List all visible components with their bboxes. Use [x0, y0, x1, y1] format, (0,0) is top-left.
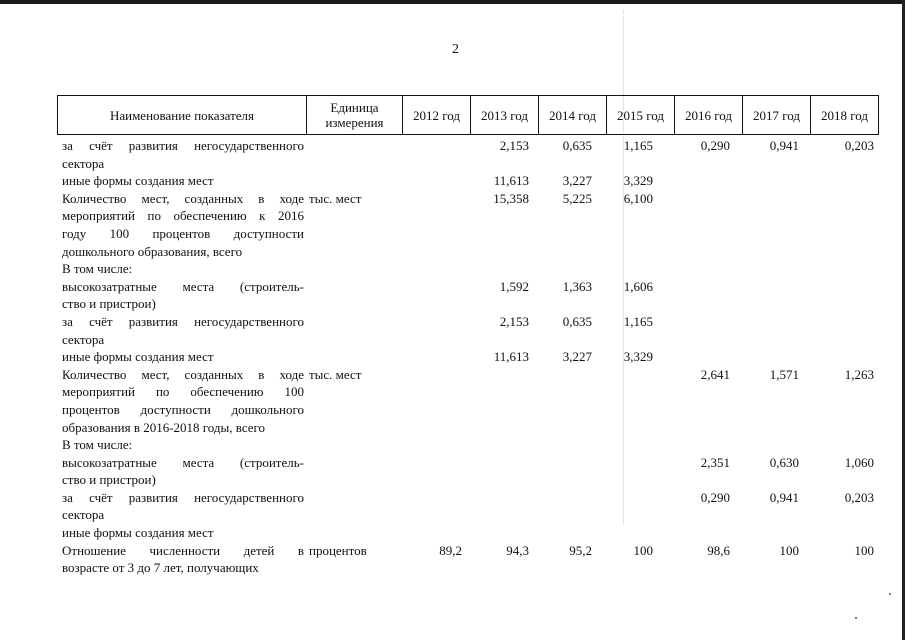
- value-2012: 89,2: [439, 542, 462, 558]
- value-2013: 94,3: [506, 542, 529, 558]
- value-2016: 98,6: [707, 542, 730, 558]
- indicator-name: [62, 454, 304, 489]
- indicator-name: [62, 190, 304, 260]
- value-2015: 1,606: [623, 278, 653, 294]
- indicator-name-line: иные формы создания мест: [62, 349, 214, 365]
- indicator-name: [62, 260, 304, 278]
- indicator-name-line: высокозатратные места (строитель-: [62, 454, 304, 470]
- value-2018: [813, 260, 882, 278]
- value-2014: 95,2: [569, 542, 592, 558]
- indicator-name: [62, 278, 304, 313]
- value-2016: 2,351: [700, 454, 730, 470]
- table-row: [62, 542, 882, 577]
- value-2016: [675, 348, 744, 366]
- value-2015: [606, 436, 675, 454]
- table-row: [62, 454, 882, 489]
- indicator-name: [62, 542, 304, 577]
- indicator-name-line: за счёт развития негосударственного: [62, 138, 304, 153]
- value-2017: 1,571: [769, 366, 799, 382]
- value-2016: [675, 278, 744, 313]
- value-2016: [675, 190, 744, 260]
- indicator-name: [62, 436, 304, 454]
- value-2014: 0,635: [562, 313, 592, 329]
- value-2017: [744, 172, 813, 190]
- unit-cell: [304, 278, 399, 313]
- table-header: [57, 95, 884, 135]
- value-2012: [399, 260, 468, 278]
- value-2014: [537, 436, 606, 454]
- table-row: [62, 436, 882, 454]
- value-2018: 0,203: [844, 138, 874, 153]
- value-2015: 3,329: [623, 349, 653, 365]
- indicator-name-line: сектора: [62, 507, 105, 523]
- value-2013: 2,153: [499, 138, 529, 153]
- value-2012: [399, 278, 468, 313]
- header-year-2018: 2018 год: [810, 95, 879, 135]
- header-unit: [306, 95, 403, 135]
- indicator-name-line: В том числе:: [62, 261, 133, 277]
- indicator-name-line: сектора: [62, 331, 105, 347]
- unit-cell: [304, 436, 399, 454]
- header-unit-line2: измерения: [325, 115, 384, 130]
- value-2018: [813, 278, 882, 313]
- value-2017: 0,630: [769, 454, 799, 470]
- value-2013: [468, 489, 537, 524]
- unit-cell: [304, 524, 399, 542]
- value-2018: 1,060: [844, 454, 874, 470]
- table-row: [62, 366, 882, 436]
- table-row: [62, 260, 882, 278]
- indicator-name-line: году 100 процентов доступности: [62, 225, 304, 241]
- indicator-name: [62, 172, 304, 190]
- indicator-name-line: высокозатратные места (строитель-: [62, 278, 304, 294]
- value-2012: [399, 190, 468, 260]
- value-2017: 100: [779, 542, 799, 558]
- value-2012: [399, 366, 468, 436]
- value-2015: 3,329: [623, 173, 653, 189]
- value-2013: 11,613: [493, 173, 529, 189]
- value-2018: [813, 313, 882, 348]
- table-row: [62, 348, 882, 366]
- value-2017: [744, 524, 813, 542]
- indicator-name-line: мероприятий по обеспечению 100: [62, 384, 304, 400]
- value-2016: [675, 313, 744, 348]
- value-2015: 1,165: [623, 138, 653, 153]
- value-2016: [675, 172, 744, 190]
- indicator-name: [62, 313, 304, 348]
- value-2014: 3,227: [562, 349, 592, 365]
- indicator-name-line: ство и пристрои): [62, 472, 156, 488]
- header-year-2015: 2015 год: [606, 95, 675, 135]
- unit-cell: тыс. мест: [309, 366, 362, 382]
- value-2014: 0,635: [562, 138, 592, 153]
- unit-cell: [304, 489, 399, 524]
- unit-cell: [304, 313, 399, 348]
- value-2015: 100: [633, 542, 653, 558]
- value-2015: [606, 454, 675, 489]
- table-row: [62, 524, 882, 542]
- value-2018: [813, 524, 882, 542]
- value-2017: [744, 348, 813, 366]
- scan-top-border: [0, 0, 905, 4]
- indicator-name-line: за счёт развития негосударственного: [62, 489, 304, 505]
- header-indicator-name: Наименование показателя: [57, 95, 307, 135]
- indicator-name-line: возрасте от 3 до 7 лет, получающих: [62, 560, 259, 576]
- indicator-name-line: иные формы создания мест: [62, 525, 214, 541]
- indicator-name: [62, 366, 304, 436]
- value-2014: 1,363: [562, 278, 592, 294]
- indicator-name-line: иные формы создания мест: [62, 173, 214, 189]
- header-year-2013: 2013 год: [470, 95, 539, 135]
- value-2016: 2,641: [700, 366, 730, 382]
- table-row: [62, 489, 882, 524]
- value-2013: [468, 366, 537, 436]
- value-2012: [399, 137, 468, 172]
- indicator-name-line: Количество мест, созданных в ходе: [62, 190, 304, 206]
- value-2012: [399, 454, 468, 489]
- value-2013: 15,358: [493, 190, 529, 206]
- value-2013: 1,592: [499, 278, 529, 294]
- indicator-name-line: дошкольного образования, всего: [62, 243, 243, 259]
- value-2015: [606, 260, 675, 278]
- scan-speck: [889, 593, 891, 595]
- value-2016: [675, 436, 744, 454]
- value-2017: [744, 278, 813, 313]
- value-2013: [468, 454, 537, 489]
- value-2012: [399, 524, 468, 542]
- value-2017: [744, 190, 813, 260]
- unit-cell: процентов: [309, 542, 367, 558]
- value-2015: 6,100: [623, 190, 653, 206]
- indicator-name: [62, 348, 304, 366]
- value-2018: [813, 172, 882, 190]
- value-2018: [813, 348, 882, 366]
- indicator-name-line: Количество мест, созданных в ходе: [62, 366, 304, 382]
- value-2012: [399, 313, 468, 348]
- unit-cell: [304, 454, 399, 489]
- table-row: [62, 137, 882, 172]
- page-number: 2: [452, 42, 459, 57]
- value-2015: 1,165: [623, 313, 653, 329]
- value-2015: [606, 524, 675, 542]
- indicator-name: [62, 524, 304, 542]
- value-2014: [537, 260, 606, 278]
- value-2015: [606, 489, 675, 524]
- value-2016: 0,290: [700, 489, 730, 505]
- value-2013: 2,153: [499, 313, 529, 329]
- value-2017: 0,941: [769, 489, 799, 505]
- value-2013: 11,613: [493, 349, 529, 365]
- indicator-name-line: мероприятий по обеспечению к 2016: [62, 208, 304, 224]
- value-2012: [399, 489, 468, 524]
- value-2012: [399, 172, 468, 190]
- header-year-2014: 2014 год: [538, 95, 607, 135]
- value-2015: [606, 366, 675, 436]
- table-row: [62, 190, 882, 260]
- indicator-name-line: за счёт развития негосударственного: [62, 313, 304, 329]
- value-2012: [399, 436, 468, 454]
- value-2018: 100: [854, 542, 874, 558]
- value-2014: [537, 454, 606, 489]
- indicator-name: [62, 489, 304, 524]
- table-row: [62, 313, 882, 348]
- value-2014: [537, 524, 606, 542]
- header-year-2016: 2016 год: [674, 95, 743, 135]
- value-2018: [813, 436, 882, 454]
- indicator-name-line: В том числе:: [62, 437, 133, 453]
- value-2014: 5,225: [562, 190, 592, 206]
- value-2014: [537, 489, 606, 524]
- unit-cell: тыс. мест: [309, 190, 362, 206]
- value-2016: 0,290: [700, 138, 730, 153]
- value-2012: [399, 348, 468, 366]
- table-body: [62, 137, 882, 577]
- scan-speck: [855, 617, 857, 619]
- indicator-name-line: сектора: [62, 155, 105, 171]
- value-2018: 1,263: [844, 366, 874, 382]
- value-2018: 0,203: [844, 489, 874, 505]
- value-2017: [744, 436, 813, 454]
- value-2017: [744, 260, 813, 278]
- value-2016: [675, 524, 744, 542]
- value-2017: [744, 313, 813, 348]
- table-row: [62, 172, 882, 190]
- indicator-name-line: процентов доступности дошкольного: [62, 401, 304, 417]
- unit-cell: [304, 348, 399, 366]
- unit-cell: [304, 137, 399, 172]
- value-2016: [675, 260, 744, 278]
- value-2013: [468, 436, 537, 454]
- header-year-2017: 2017 год: [742, 95, 811, 135]
- header-year-2012: 2012 год: [402, 95, 471, 135]
- indicator-name-line: ство и пристрои): [62, 296, 156, 312]
- indicator-name-line: образования в 2016-2018 годы, всего: [62, 419, 266, 435]
- value-2013: [468, 524, 537, 542]
- value-2013: [468, 260, 537, 278]
- header-unit-line1: Единица: [330, 100, 379, 115]
- value-2014: 3,227: [562, 173, 592, 189]
- indicator-name: [62, 137, 304, 172]
- unit-cell: [304, 172, 399, 190]
- unit-cell: [304, 260, 399, 278]
- table-row: [62, 278, 882, 313]
- value-2018: [813, 190, 882, 260]
- indicator-name-line: Отношение численности детей в: [62, 542, 304, 558]
- value-2017: 0,941: [769, 138, 799, 153]
- value-2014: [537, 366, 606, 436]
